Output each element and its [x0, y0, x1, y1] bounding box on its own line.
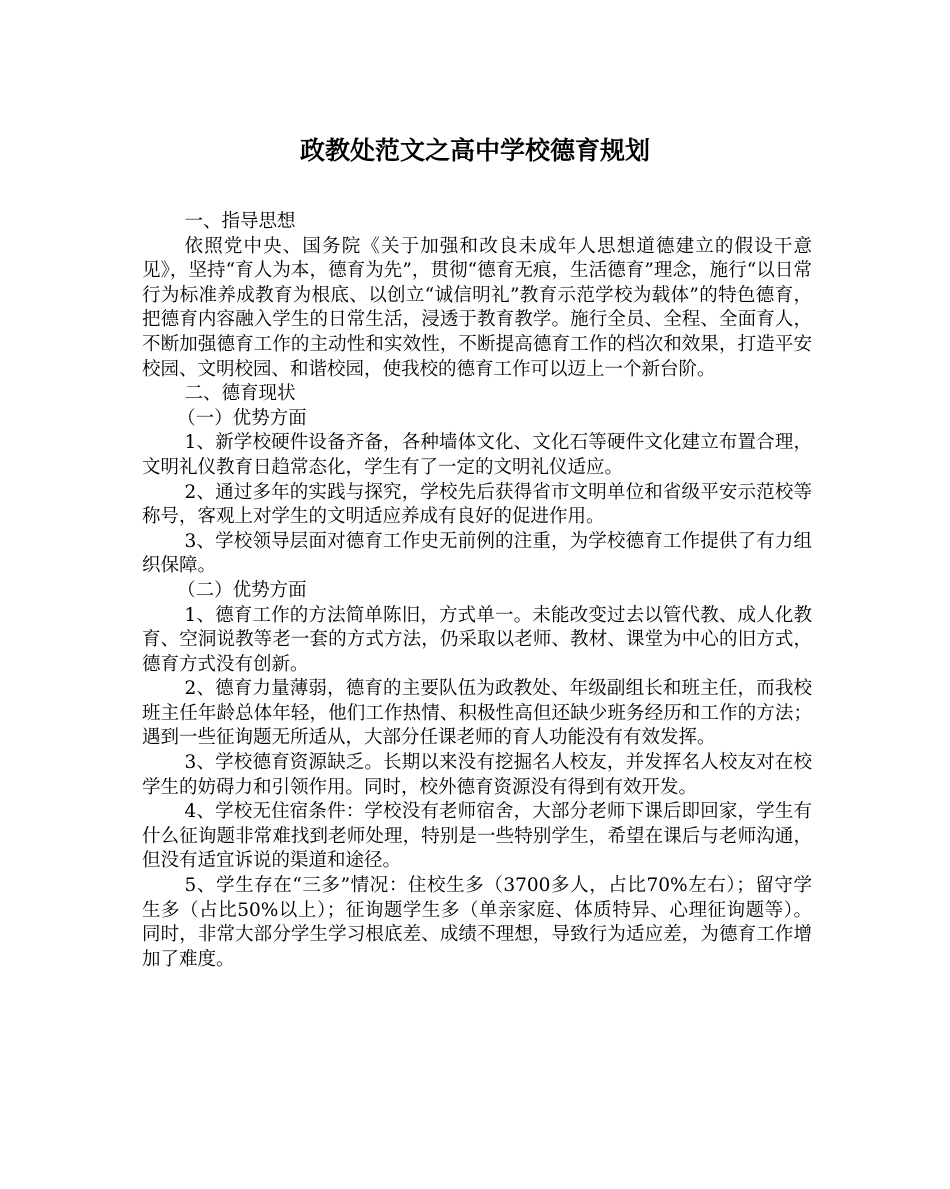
- paragraph: 依照党中央、国务院《关于加强和改良未成年人思想道德建立的假设干意见》，坚持“育人为本，德育为先”，贯彻“德育无痕，生活德育”理念，施行“以日常行为标准养成教育为根底、以创立“诚信明礼”教育示范学校为载体”的特色德育，把德育内容融入学生的日常生活，浸透于教育教学。施行全员、全程、全面育人，不断加强德育工作的主动性和实效性，不断提高德育工作的档次和效果，打造平安校园、文明校园、和谐校园，使我校的德育工作可以迈上一个新台阶。: [142, 235, 812, 380]
- paragraph: 2、德育力量薄弱，德育的主要队伍为政教处、年级副组长和班主任，而我校班主任年龄总体年轻，他们工作热情、积极性高但还缺少班务经历和工作的方法；遇到一些征询题无所适从，大部分任课老师的育人功能没有有效发挥。: [142, 678, 812, 749]
- paragraph: 2、通过多年的实践与探究，学校先后获得省市文明单位和省级平安示范校等称号，客观上对学生的文明适应养成有良好的促进作用。: [142, 481, 812, 528]
- paragraph: 1、德育工作的方法简单陈旧，方式单一。未能改变过去以管代教、成人化教育、空洞说教等老一套的方式方法，仍采取以老师、教材、课堂为中心的旧方式，德育方式没有创新。: [142, 604, 812, 675]
- paragraph: 4、学校无住宿条件：学校没有老师宿舍，大部分老师下课后即回家，学生有什么征询题非常难找到老师处理，特别是一些特别学生，希望在课后与老师沟通，但没有适宜诉说的渠道和途径。: [142, 801, 812, 872]
- paragraph: 3、学校德育资源缺乏。长期以来没有挖掘名人校友，并发挥名人校友对在校学生的妨碍力和引领作用。同时，校外德育资源没有得到有效开发。: [142, 752, 812, 798]
- document-title: 政教处范文之高中学校德育规划: [299, 136, 650, 165]
- paragraph: 3、学校领导层面对德育工作史无前例的注重，为学校德育工作提供了有力组织保障。: [142, 530, 812, 577]
- subsection-heading: （二）优势方面: [177, 579, 307, 601]
- section-heading: 二、德育现状: [184, 383, 296, 405]
- document-body: [142, 210, 812, 972]
- paragraph: 5、学生存在“三多”情况：住校生多（3700多人，占比70%左右）；留守学生多（占比50%以上）；征询题学生多（单亲家庭、体质特异、心理征询题等）。同时，非常大部分学生学习根底差、成绩不理想，导致行为适应差，为德育工作增加了难度。: [142, 875, 812, 970]
- paragraph: 1、新学校硬件设备齐备，各种墙体文化、文化石等硬件文化建立布置合理，文明礼仪教育日趋常态化，学生有了一定的文明礼仪适应。: [142, 432, 812, 478]
- section-heading: 一、指导思想: [184, 211, 296, 232]
- subsection-heading: （一）优势方面: [177, 407, 307, 429]
